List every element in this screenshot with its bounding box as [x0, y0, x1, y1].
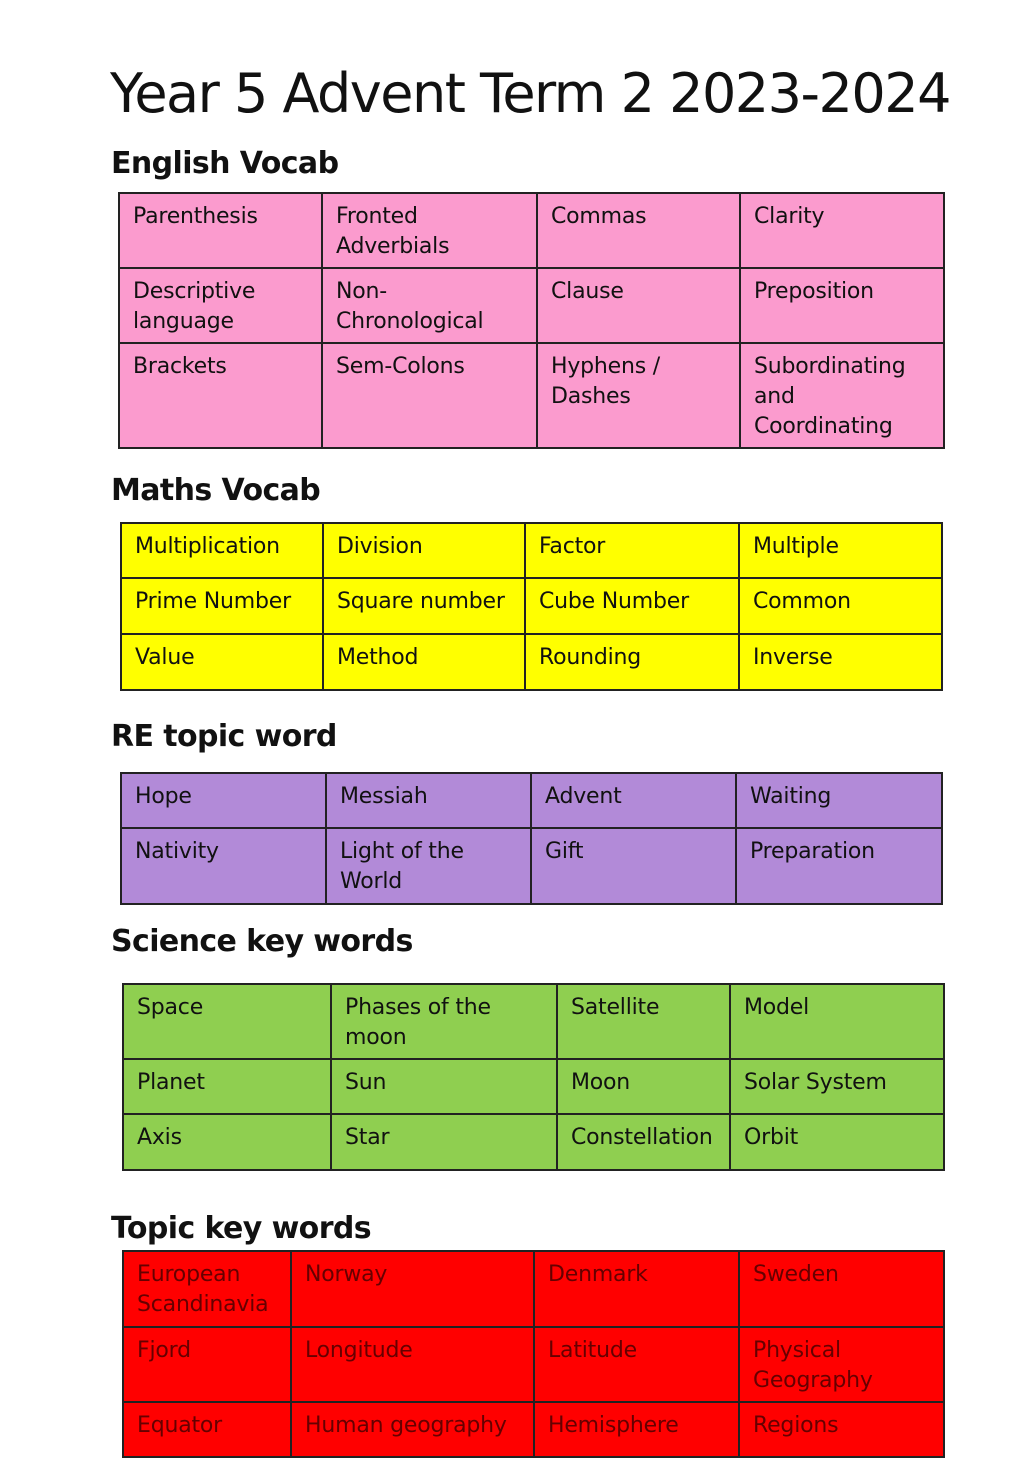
vocab-word: Parenthesis — [133, 204, 258, 229]
vocab-word: Multiple — [753, 534, 839, 559]
table-cell — [525, 523, 739, 578]
vocab-word: Physical Geography — [753, 1338, 873, 1393]
vocab-word: Prime Number — [135, 589, 291, 614]
table-cell — [730, 984, 944, 1059]
table-cell — [326, 828, 531, 904]
table-row — [123, 984, 944, 1059]
english-vocab-table — [118, 192, 945, 449]
vocab-word: Equator — [137, 1413, 223, 1438]
table-cell — [557, 1114, 730, 1170]
vocab-word: Latitude — [548, 1338, 637, 1363]
vocab-word: Human geography — [305, 1413, 507, 1438]
table-cell — [537, 268, 740, 343]
vocab-word: Fronted Adverbials — [336, 204, 450, 259]
vocab-word: Norway — [305, 1262, 388, 1287]
table-cell — [291, 1327, 534, 1402]
table-cell — [730, 1114, 944, 1170]
vocab-word: Multiplication — [135, 534, 280, 559]
vocab-word: Hyphens / Dashes — [551, 354, 661, 409]
table-cell — [739, 1402, 944, 1457]
table-cell — [119, 343, 322, 448]
table-cell — [121, 578, 323, 634]
table-cell — [119, 193, 322, 268]
vocab-word: Common — [753, 589, 851, 614]
vocab-word: Fjord — [137, 1338, 191, 1363]
vocab-word: Regions — [753, 1413, 839, 1438]
table-cell — [121, 773, 326, 828]
table-cell — [739, 1251, 944, 1327]
vocab-word: Clause — [551, 279, 624, 304]
table-cell — [119, 268, 322, 343]
table-row — [119, 343, 944, 448]
vocab-word: Division — [337, 534, 423, 559]
vocab-word: Preparation — [750, 839, 875, 864]
vocab-word: Star — [345, 1125, 390, 1150]
table-cell — [557, 984, 730, 1059]
vocab-word: Satellite — [571, 995, 660, 1020]
table-cell — [557, 1059, 730, 1114]
table-cell — [736, 828, 942, 904]
vocab-word: Brackets — [133, 354, 227, 379]
table-cell — [323, 578, 525, 634]
table-cell — [331, 984, 557, 1059]
table-cell — [525, 634, 739, 690]
table-cell — [123, 1059, 331, 1114]
vocab-word: Nativity — [135, 839, 219, 864]
vocab-word: Planet — [137, 1070, 205, 1095]
vocab-word: Orbit — [744, 1125, 799, 1150]
table-cell — [736, 773, 942, 828]
topic-key-words-table — [122, 1250, 945, 1458]
vocab-word: Light of the World — [340, 839, 464, 894]
vocab-word: Model — [744, 995, 810, 1020]
vocab-word: Phases of the moon — [345, 995, 491, 1050]
table-cell — [525, 578, 739, 634]
vocab-word: Sweden — [753, 1262, 839, 1287]
table-row — [123, 1327, 944, 1402]
vocab-word: Inverse — [753, 645, 833, 670]
vocab-word: Space — [137, 995, 204, 1020]
table-row — [123, 1059, 944, 1114]
table-cell — [740, 268, 944, 343]
table-cell — [123, 1327, 291, 1402]
table-cell — [537, 343, 740, 448]
table-cell — [123, 1251, 291, 1327]
page-title: Year 5 Advent Term 2 2023-2024 — [110, 62, 950, 125]
table-cell — [739, 1327, 944, 1402]
vocab-word: Method — [337, 645, 419, 670]
vocab-word: Sun — [345, 1070, 387, 1095]
table-row — [123, 1251, 944, 1327]
table-row — [121, 828, 942, 904]
table-cell — [322, 268, 537, 343]
table-cell — [534, 1251, 739, 1327]
table-cell — [739, 523, 942, 578]
table-cell — [123, 1402, 291, 1457]
vocab-word: Hemisphere — [548, 1413, 679, 1438]
vocab-word: Solar System — [744, 1070, 887, 1095]
vocab-word: Hope — [135, 784, 192, 809]
table-row — [119, 268, 944, 343]
vocab-word: Longitude — [305, 1338, 413, 1363]
topic-key-words-heading: Topic key words — [111, 1211, 372, 1246]
table-row — [121, 773, 942, 828]
vocab-word: Denmark — [548, 1262, 648, 1287]
table-row — [121, 578, 942, 634]
table-cell — [323, 634, 525, 690]
vocab-word: Waiting — [750, 784, 832, 809]
table-cell — [331, 1114, 557, 1170]
table-cell — [123, 1114, 331, 1170]
science-key-words-table — [122, 983, 945, 1171]
table-cell — [739, 634, 942, 690]
table-cell — [531, 828, 736, 904]
table-row — [121, 523, 942, 578]
vocab-word: Constellation — [571, 1125, 713, 1150]
table-cell — [740, 343, 944, 448]
table-cell — [322, 193, 537, 268]
vocab-word: Value — [135, 645, 195, 670]
vocab-word: Axis — [137, 1125, 182, 1150]
vocab-word: European Scandinavia — [137, 1262, 269, 1317]
table-cell — [326, 773, 531, 828]
table-cell — [534, 1402, 739, 1457]
table-cell — [740, 193, 944, 268]
vocab-word: Moon — [571, 1070, 631, 1095]
re-topic-table — [120, 772, 943, 905]
table-cell — [291, 1251, 534, 1327]
table-cell — [123, 984, 331, 1059]
table-cell — [121, 634, 323, 690]
table-cell — [331, 1059, 557, 1114]
vocab-word: Non- Chronological — [336, 279, 484, 334]
table-row — [121, 634, 942, 690]
table-cell — [730, 1059, 944, 1114]
vocab-word: Subordinating and Coordinating — [754, 354, 906, 439]
maths-vocab-heading: Maths Vocab — [111, 473, 321, 508]
re-topic-heading: RE topic word — [111, 719, 337, 754]
table-cell — [322, 343, 537, 448]
table-cell — [121, 828, 326, 904]
table-cell — [739, 578, 942, 634]
vocab-word: Cube Number — [539, 589, 689, 614]
table-cell — [537, 193, 740, 268]
vocab-word: Factor — [539, 534, 606, 559]
vocab-word: Rounding — [539, 645, 642, 670]
table-row — [123, 1114, 944, 1170]
vocab-word: Square number — [337, 589, 505, 614]
vocab-word: Clarity — [754, 204, 825, 229]
vocab-word: Gift — [545, 839, 584, 864]
vocab-word: Sem-Colons — [336, 354, 465, 379]
vocab-word: Commas — [551, 204, 647, 229]
table-cell — [323, 523, 525, 578]
table-cell — [121, 523, 323, 578]
table-cell — [534, 1327, 739, 1402]
vocab-word: Preposition — [754, 279, 874, 304]
vocab-word: Advent — [545, 784, 622, 809]
science-key-words-heading: Science key words — [111, 924, 413, 959]
table-row — [119, 193, 944, 268]
table-cell — [531, 773, 736, 828]
english-vocab-heading: English Vocab — [111, 146, 339, 181]
table-row — [123, 1402, 944, 1457]
maths-vocab-table — [120, 522, 943, 691]
table-cell — [291, 1402, 534, 1457]
vocab-word: Descriptive language — [133, 279, 256, 334]
vocab-word: Messiah — [340, 784, 428, 809]
